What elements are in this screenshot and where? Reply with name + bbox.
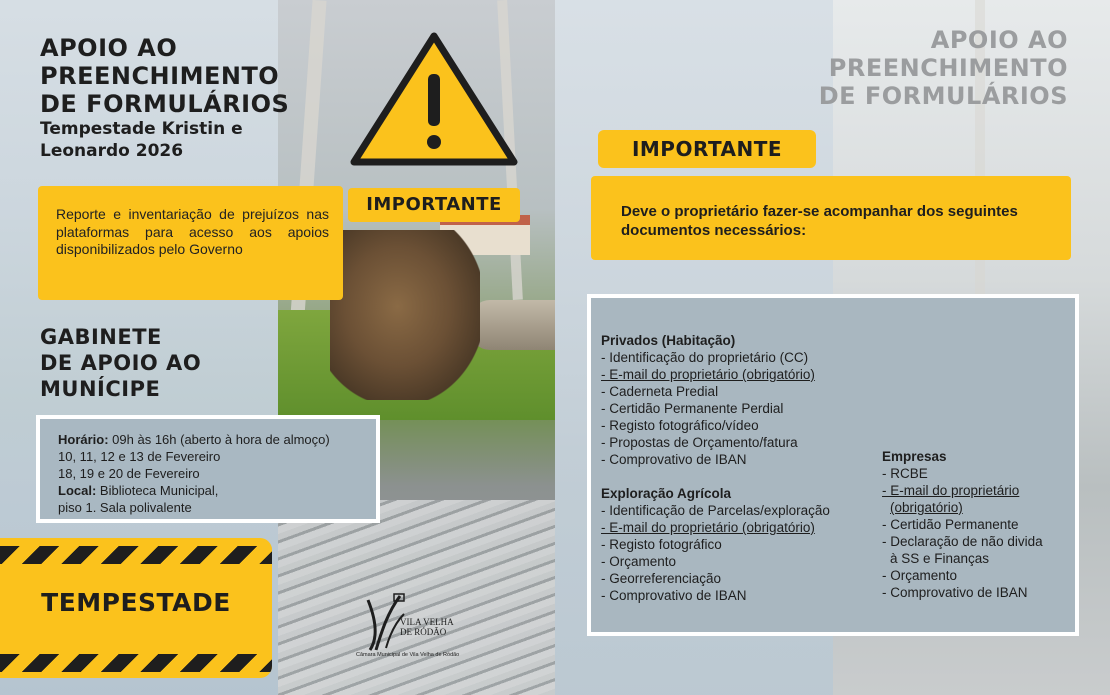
list-item: - Orçamento [882, 568, 958, 583]
list-item: - Registo fotográfico/vídeo [601, 418, 759, 433]
storm-label: TEMPESTADE [41, 588, 231, 617]
list-item: - Comprovativo de IBAN [601, 588, 747, 603]
list-item: - Registo fotográfico [601, 537, 722, 552]
list-item: - RCBE [882, 466, 928, 481]
list-item: - E-mail do proprietário [882, 483, 1020, 498]
important-label: IMPORTANTE [366, 194, 502, 215]
logo-caption: Câmara Municipal de Vila Velha de Ródão [356, 652, 460, 658]
title-line: PREENCHIMENTO [40, 62, 280, 90]
list-item: - Propostas de Orçamento/fatura [601, 435, 798, 450]
office-info-box [36, 415, 380, 523]
uprooted-tree-roots [330, 230, 480, 400]
place-value: Biblioteca Municipal, [96, 483, 219, 498]
list-item: - Caderneta Predial [601, 384, 719, 399]
title-line: DE FORMULÁRIOS [818, 82, 1068, 110]
storm-sign [0, 538, 272, 678]
faded-title [819, 26, 1068, 110]
list-item: - Georreferenciação [601, 571, 722, 586]
right-panel [555, 0, 1110, 695]
farm-heading: Exploração Agrícola [601, 486, 732, 501]
list-item: - Certidão Permanente Perdial [601, 401, 784, 416]
subtitle-line: Leonardo 2026 [40, 141, 184, 161]
subtitle-line: Tempestade Kristin e [40, 119, 243, 139]
list-item: - Identificação do proprietário (CC) [601, 350, 809, 365]
office-title-line: MUNÍCIPE [40, 377, 161, 401]
report-notice [38, 186, 343, 300]
page-subtitle [40, 118, 243, 162]
title-line: APOIO AO [40, 34, 178, 62]
list-item: - E-mail do proprietário (obrigatório) [601, 367, 815, 382]
list-item: - E-mail do proprietário (obrigatório) [601, 520, 815, 535]
list-item: - Comprovativo de IBAN [601, 452, 747, 467]
company-heading: Empresas [882, 449, 947, 464]
hours-value: 09h às 16h (aberto à hora de almoço) [108, 432, 330, 447]
private-column [601, 332, 830, 604]
private-heading: Privados (Habitação) [601, 333, 736, 348]
list-item: à SS e Finanças [890, 551, 990, 566]
place-line [58, 482, 366, 499]
logo-name-line: DE RÓDÃO [400, 627, 447, 637]
page-title [40, 34, 289, 118]
place-label: Local: [58, 483, 97, 498]
important-label: IMPORTANTE [631, 137, 783, 161]
logo-name [400, 617, 454, 637]
hours-label: Horário: [58, 432, 109, 447]
title-line: APOIO AO [930, 26, 1068, 54]
office-title [40, 324, 201, 402]
title-line: PREENCHIMENTO [828, 54, 1068, 82]
hours-line [58, 431, 366, 448]
company-column [882, 448, 1043, 601]
list-item: (obrigatório) [890, 500, 963, 515]
warning-triangle-icon [348, 30, 520, 170]
hazard-stripes [0, 654, 272, 672]
report-text: Reporte e inventariação de prejuízos nas plataformas para acesso aos apoios disponibilizados pelo Governo [56, 206, 329, 257]
fallen-log [470, 300, 555, 350]
office-title-line: DE APOIO AO [40, 351, 202, 375]
dates-line: 10, 11, 12 e 13 de Fevereiro [58, 449, 221, 464]
list-item: - Certidão Permanente [882, 517, 1019, 532]
important-badge [348, 188, 520, 222]
list-item: - Comprovativo de IBAN [882, 585, 1028, 600]
list-item: - Declaração de não divida [882, 534, 1043, 549]
documents-list-panel [587, 294, 1079, 636]
important-badge [598, 130, 816, 168]
tree-trunk [287, 0, 326, 360]
hazard-stripes [0, 546, 272, 564]
title-line: DE FORMULÁRIOS [40, 90, 290, 118]
list-item: - Orçamento [601, 554, 677, 569]
office-title-line: GABINETE [40, 325, 162, 349]
logo-name-line: VILA VELHA [400, 617, 454, 627]
documents-notice [591, 176, 1071, 260]
list-item: - Identificação de Parcelas/exploração [601, 503, 830, 518]
documents-intro: Deve o proprietário fazer-se acompanhar dos seguintes documentos necessários: [621, 203, 1018, 239]
dates-line: 18, 19 e 20 de Fevereiro [58, 466, 200, 481]
place-line: piso 1. Sala polivalente [58, 500, 192, 515]
